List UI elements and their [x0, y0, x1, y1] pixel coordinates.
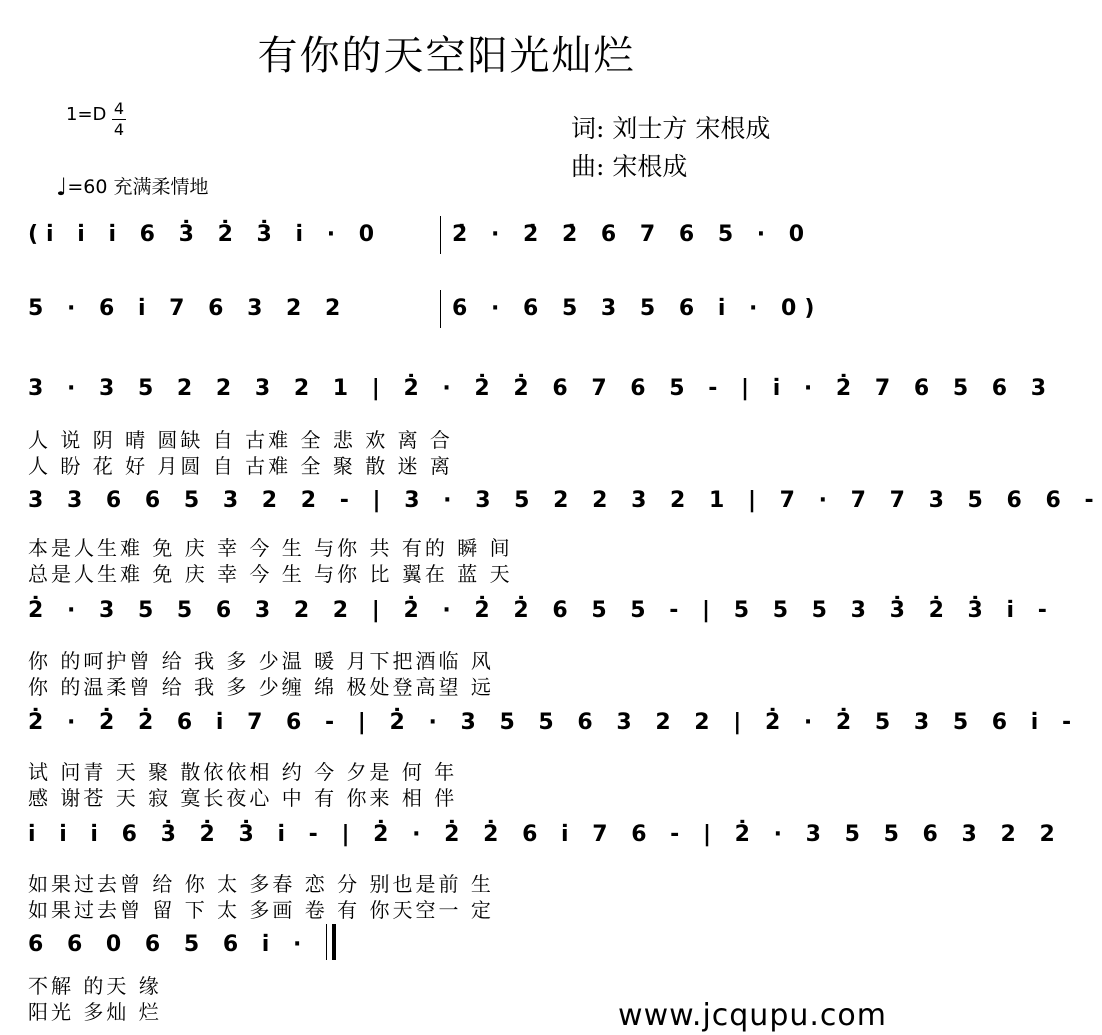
lyric-line-2-verse-2: 总是人生难 免 庆 幸 今 生 与你 比 翼在 蓝 天	[28, 562, 513, 586]
lyric-line-1-verse-1: 人 说 阴 晴 圆缺 自 古难 全 悲 欢 离 合	[28, 428, 453, 452]
quarter-note-icon: ♩	[56, 173, 68, 201]
lyric-line-1-verse-2: 人 盼 花 好 月圆 自 古难 全 聚 散 迷 离	[28, 454, 453, 478]
time-signature	[112, 100, 126, 139]
lyric-line-3-verse-2: 你 的温柔曾 给 我 多 少缠 绵 极处登高望 远	[28, 675, 494, 699]
notes-line-3: 2̇ · 3 5 5 6 3 2 2 | 2̇ · 2̇ 2̇ 6 5 5 - | 5 5 5 3 3̇ 2̇ 3̇ i̇ -	[28, 598, 1055, 623]
credits	[571, 110, 770, 186]
tempo-marking	[56, 172, 208, 201]
lyric-line-4-verse-1: 试 问青 天 聚 散依依相 约 今 夕是 何 年	[28, 760, 458, 784]
lyricist: 词: 刘士方 宋根成	[571, 114, 771, 143]
notes-line-1: 3 · 3 5 2 2 3 2 1 | 2̇ · 2̇ 2̇ 6 7 6 5 - | i̇ · 2̇ 7 6 5 6 3	[28, 376, 1055, 401]
site-watermark: www.jcqupu.com	[618, 998, 887, 1033]
lyric-line-6-verse-1: 不解 的天 缘	[28, 974, 162, 998]
time-signature-bottom: 4	[113, 120, 125, 139]
time-signature-top: 4	[113, 99, 125, 118]
notes-line-4: 2̇ · 2̇ 2̇ 6 i̇ 7 6 - | 2̇ · 3 5 5 6 3 2 2 | 2̇ · 2̇ 5 3 5 6 i̇ -	[28, 710, 1080, 735]
lyric-line-6-verse-2: 阳光 多灿 烂	[28, 1000, 162, 1024]
key-signature: 1=D	[66, 104, 107, 125]
intro-line-1a: (i̇ i̇ i̇ 6 3̇ 2̇ 3̇ i̇ · 0	[28, 222, 383, 247]
notes-line-5: i̇ i̇ i̇ 6 3̇ 2̇ 3̇ i̇ - | 2̇ · 2̇ 2̇ 6 i̇ 7 6 - | 2̇ · 3 5 5 6 3 2 2	[28, 822, 1063, 847]
intro-line-1b: 2̇ · 2̇ 2̇ 6 7 6 5 · 0	[452, 222, 813, 247]
lyric-line-4-verse-2: 感 谢苍 天 寂 寞长夜心 中 有 你来 相 伴	[28, 786, 458, 810]
notes-line-6: 6 6 0 6 5 6 i̇ ·	[28, 932, 310, 957]
lyric-line-5-verse-1: 如果过去曾 给 你 太 多春 恋 分 别也是前 生	[28, 872, 494, 896]
notes-line-2: 3 3 6 6 5 3 2 2 - | 3 · 3 5 2 2 3 2 1 | 7 · 7 7 3 5 6 6 -	[28, 488, 1102, 513]
song-title: 有你的天空阳光灿烂	[257, 33, 636, 79]
lyric-line-3-verse-1: 你 的呵护曾 给 我 多 少温 暖 月下把酒临 风	[28, 649, 494, 673]
composer: 曲: 宋根成	[571, 152, 688, 181]
lyric-line-5-verse-2: 如果过去曾 留 下 太 多画 卷 有 你天空一 定	[28, 898, 494, 922]
intro-line-2b: 6 · 6 5 3 5 6 i̇ · 0)	[452, 296, 823, 321]
tempo-text: =60 充满柔情地	[67, 176, 209, 198]
lyric-line-2-verse-1: 本是人生难 免 庆 幸 今 生 与你 共 有的 瞬 间	[28, 536, 513, 560]
intro-line-2a: 5 · 6 i̇ 7 6 3 2 2	[28, 296, 349, 321]
